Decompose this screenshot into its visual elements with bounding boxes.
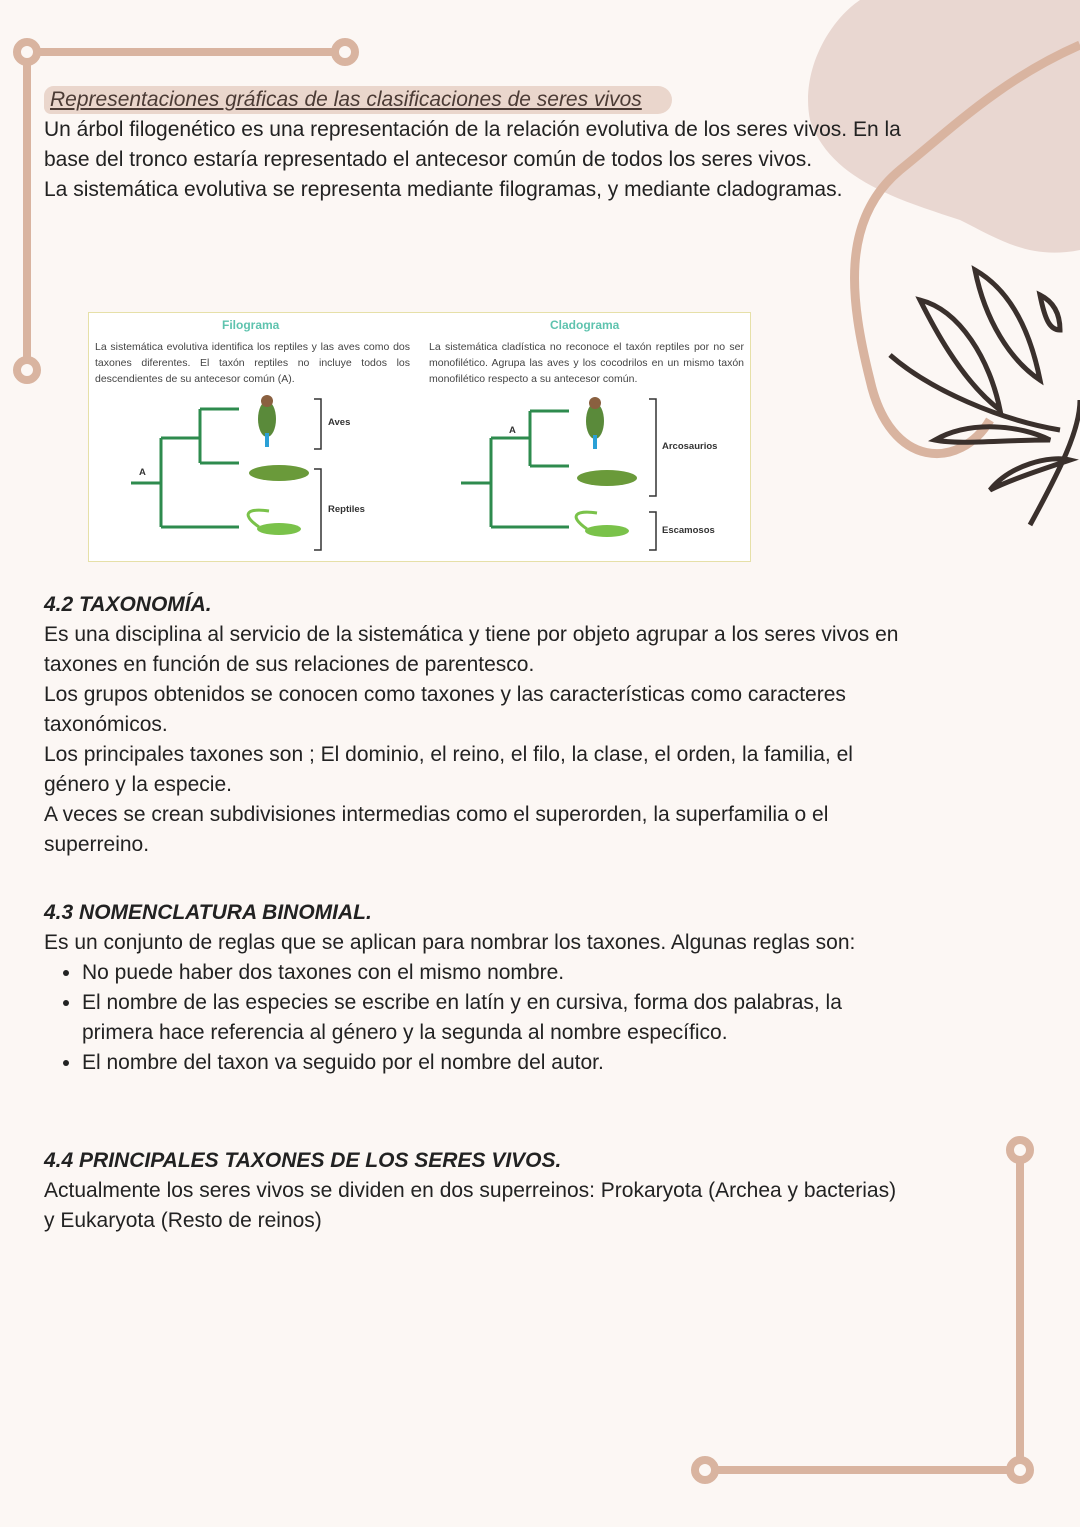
list-item: • No puede haber dos taxones con el mismo nombre. <box>82 958 904 988</box>
bird-image <box>586 397 604 449</box>
lizard-image <box>248 510 301 535</box>
list-item: • El nombre de las especies se escribe en latín y en cursiva, forma dos palabras, la primera hace referencia al género y la segunda al nombre específico. <box>82 988 904 1048</box>
leaf-branch-icon <box>890 270 1080 525</box>
rules-list <box>44 958 904 1078</box>
paragraph: Los principales taxones son ; El dominio, el reino, el filo, la clase, el orden, la familia, el género y la especie. <box>44 743 853 796</box>
paragraph: Es una disciplina al servicio de la sistemática y tiene por objeto agrupar a los seres vivos en taxones en función de sus relaciones de parentesco. <box>44 623 899 676</box>
taxonomia-section <box>44 590 904 860</box>
section-title: Representaciones gráficas de las clasificaciones de seres vivos <box>44 86 672 114</box>
filograma-tree <box>131 409 239 527</box>
reptiles-label: Reptiles <box>328 504 365 515</box>
ancestor-node-label: A <box>139 467 146 478</box>
list-item: • El nombre del taxon va seguido por el nombre del autor. <box>82 1048 904 1078</box>
section-heading: 4.2 TAXONOMÍA. <box>44 593 212 616</box>
filograma-description: La sistemática evolutiva identifica los reptiles y las aves como dos taxones diferentes. El taxón reptiles no incluye todos los descendientes de su antecesor común (A). <box>95 341 410 385</box>
aves-label: Aves <box>328 417 351 428</box>
nomenclatura-section <box>44 898 904 1078</box>
tree-diagrams <box>89 313 750 561</box>
filograma-title: Filograma <box>222 318 280 332</box>
arcosaurios-label: Arcosaurios <box>662 441 718 452</box>
paragraph: Es un conjunto de reglas que se aplican para nombrar los taxones. Algunas reglas son: <box>44 931 856 954</box>
section-heading: 4.3 NOMENCLATURA BINOMIAL. <box>44 901 372 924</box>
paragraph: Los grupos obtenidos se conocen como taxones y las características como caracteres taxonómicos. <box>44 683 846 736</box>
intro-paragraph: Un árbol filogenético es una representación de la relación evolutiva de los seres vivos. En la base del tronco estaría representado el antecesor común de todos los seres vivos. <box>44 118 901 171</box>
ancestor-node-label: A <box>509 425 516 436</box>
section-heading: 4.4 PRINCIPALES TAXONES DE LOS SERES VIVOS. <box>44 1149 562 1172</box>
phylogeny-figure <box>88 312 751 562</box>
cladograma-description: La sistemática cladística no reconoce el taxón reptiles por no ser monofilético. Agrupa las aves y los cocodrilos en un mismo taxón monofilético respecto a su antecesor común. <box>429 341 744 385</box>
paragraph: A veces se crean subdivisiones intermedias como el superorden, la superfamilia o el superreino. <box>44 803 829 856</box>
paragraph: Actualmente los seres vivos se dividen en dos superreinos: Prokaryota (Archea y bacterias) y Eukaryota (Resto de reinos) <box>44 1179 897 1232</box>
principales-section <box>44 1146 904 1236</box>
bird-image <box>258 395 276 447</box>
crocodile-image <box>577 470 637 486</box>
crocodile-image <box>249 465 309 481</box>
cladograma-title: Cladograma <box>550 318 620 332</box>
escamosos-label: Escamosos <box>662 525 715 536</box>
lizard-image <box>576 512 629 537</box>
intro-paragraph: La sistemática evolutiva se representa mediante filogramas, y mediante cladogramas. <box>44 178 843 201</box>
intro-text <box>44 115 904 205</box>
